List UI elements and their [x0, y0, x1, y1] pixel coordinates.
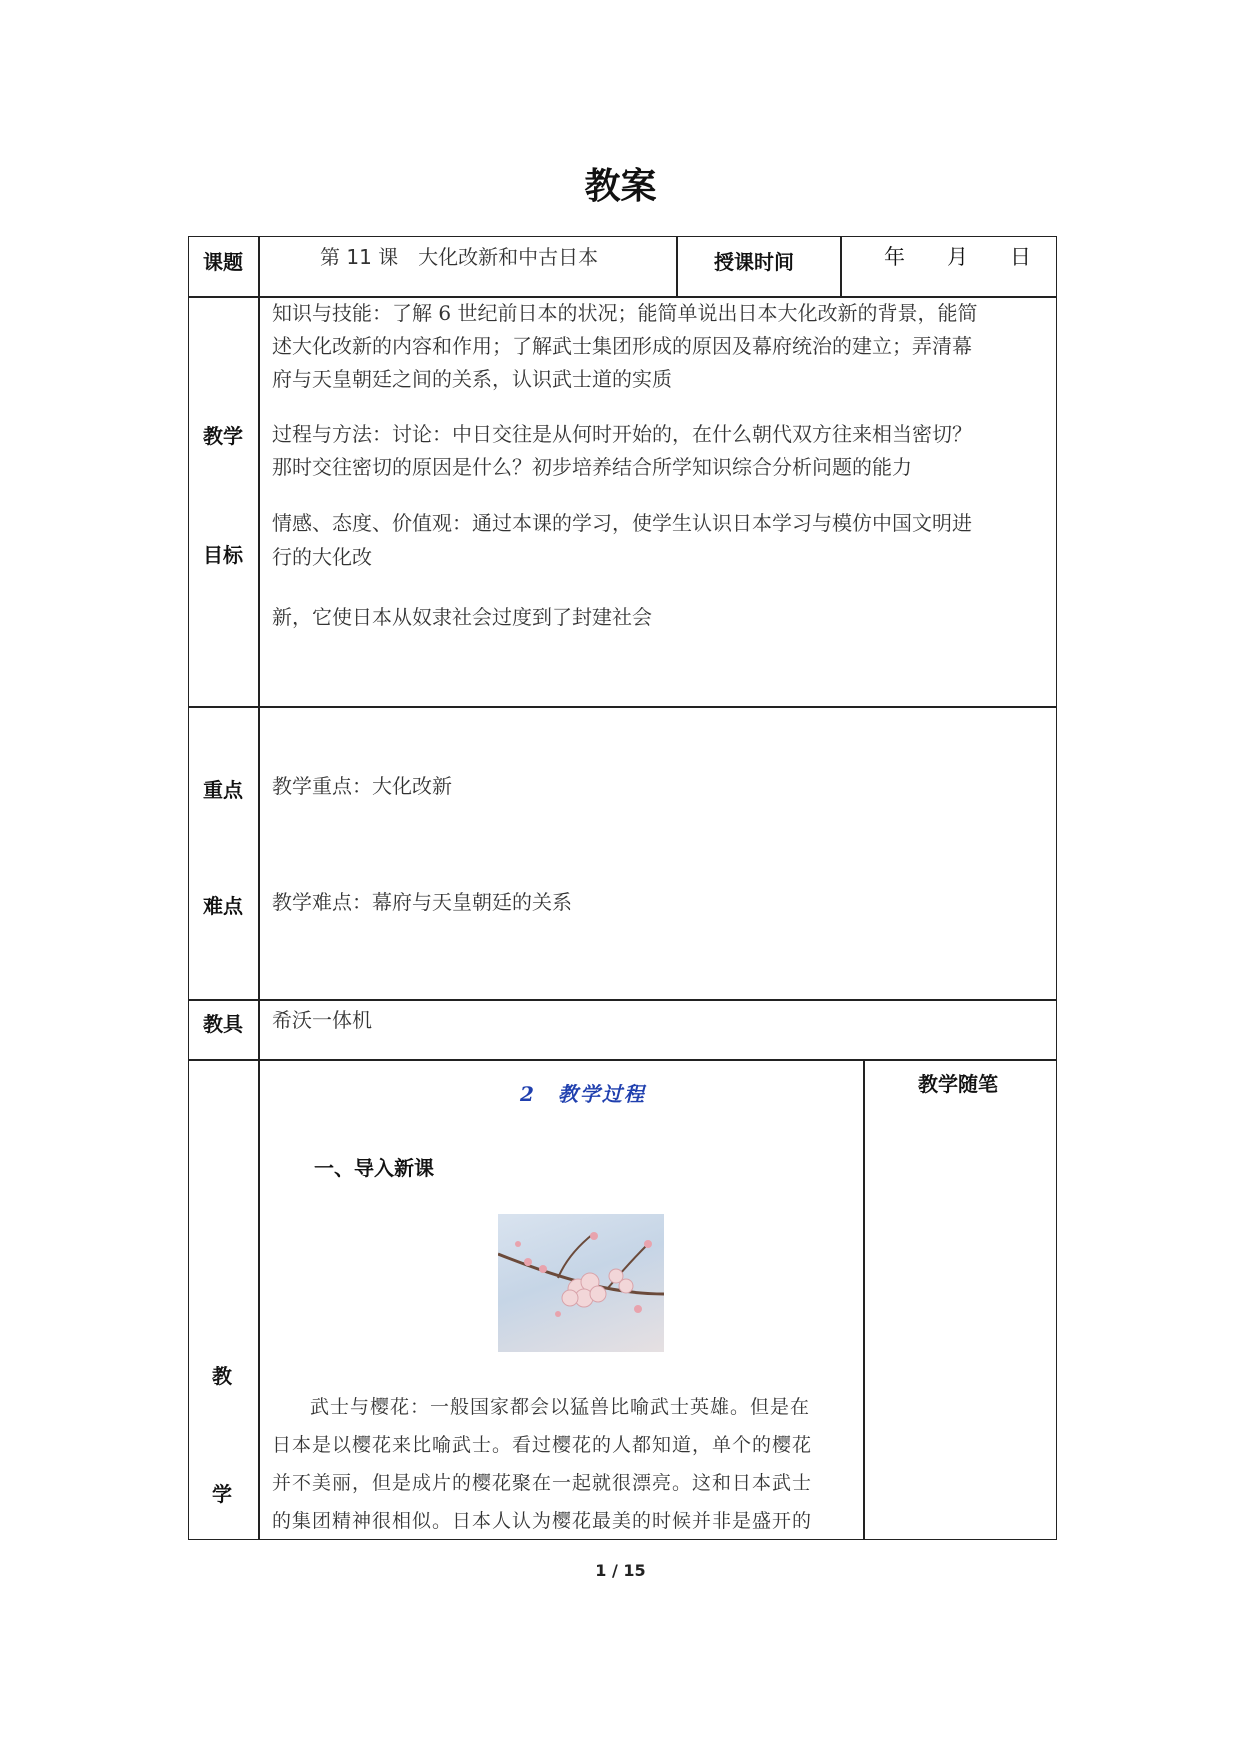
topic-value: 第 11 课 大化改新和中古日本: [320, 245, 599, 269]
objective-knowledge-line: 府与天皇朝廷之间的关系，认识武士道的实质: [272, 367, 672, 391]
row-divider: [188, 999, 1057, 1001]
document-title: 教案: [584, 166, 657, 207]
objective-process-line: 过程与方法：讨论：中日交往是从何时开始的，在什么朝代双方往来相当密切？: [272, 422, 972, 446]
process-side-label-2: 学: [212, 1482, 232, 1506]
subsection-title: 一、导入新课: [314, 1156, 434, 1180]
cherry-blossom-icon: [498, 1214, 664, 1352]
topic-label: 课题: [203, 250, 243, 274]
notes-label: 教学随笔: [918, 1072, 998, 1096]
key-point-text: 教学重点：大化改新: [272, 774, 452, 798]
cherry-blossom-photo: [498, 1214, 664, 1352]
objectives-label-top: 教学: [203, 424, 243, 448]
date-value: 年 月 日: [884, 245, 1031, 269]
difficulty-text: 教学难点：幕府与天皇朝廷的关系: [272, 890, 572, 914]
objectives-label-bottom: 目标: [203, 543, 243, 567]
paragraph-line: 武士与樱花：一般国家都会以猛兽比喻武士英雄。但是在: [310, 1396, 811, 1418]
paragraph-line: 日本是以樱花来比喻武士。看过樱花的人都知道，单个的樱花: [272, 1434, 813, 1456]
intro-paragraph: [272, 1388, 852, 1540]
paragraph-line: 的集团精神很相似。日本人认为樱花最美的时候并非是盛开的: [272, 1510, 813, 1532]
page-indicator: 1 / 15: [595, 1561, 646, 1580]
objective-emotion-line: 情感、态度、价值观：通过本课的学习，使学生认识日本学习与模仿中国文明进: [272, 511, 972, 535]
paragraph-line: 并不美丽，但是成片的樱花聚在一起就很漂亮。这和日本武士: [272, 1472, 813, 1494]
section-title: 2 教学过程: [520, 1082, 646, 1106]
tools-value: 希沃一体机: [272, 1008, 372, 1032]
row-divider: [188, 706, 1057, 708]
label-column-divider: [258, 236, 260, 1540]
process-side-label-1: 教: [212, 1364, 232, 1388]
difficulty-label: 难点: [203, 894, 243, 918]
header-divider: [840, 236, 842, 296]
header-divider: [676, 236, 678, 296]
objective-knowledge-line: 述大化改新的内容和作用；了解武士集团形成的原因及幕府统治的建立；弄清幕: [272, 334, 972, 358]
objective-emotion-continued: 新，它使日本从奴隶社会过度到了封建社会: [272, 605, 652, 629]
objective-knowledge-line: 知识与技能：了解 6 世纪前日本的状况；能简单说出日本大化改新的背景，能简: [272, 301, 978, 325]
tools-label: 教具: [203, 1012, 243, 1036]
key-point-label: 重点: [203, 778, 243, 802]
row-divider: [188, 1059, 1057, 1061]
objective-emotion-line: 行的大化改: [272, 545, 372, 569]
time-label: 授课时间: [714, 250, 794, 274]
notes-column-divider: [863, 1059, 865, 1540]
objective-process-line: 那时交往密切的原因是什么？初步培养结合所学知识综合分析问题的能力: [272, 455, 912, 479]
